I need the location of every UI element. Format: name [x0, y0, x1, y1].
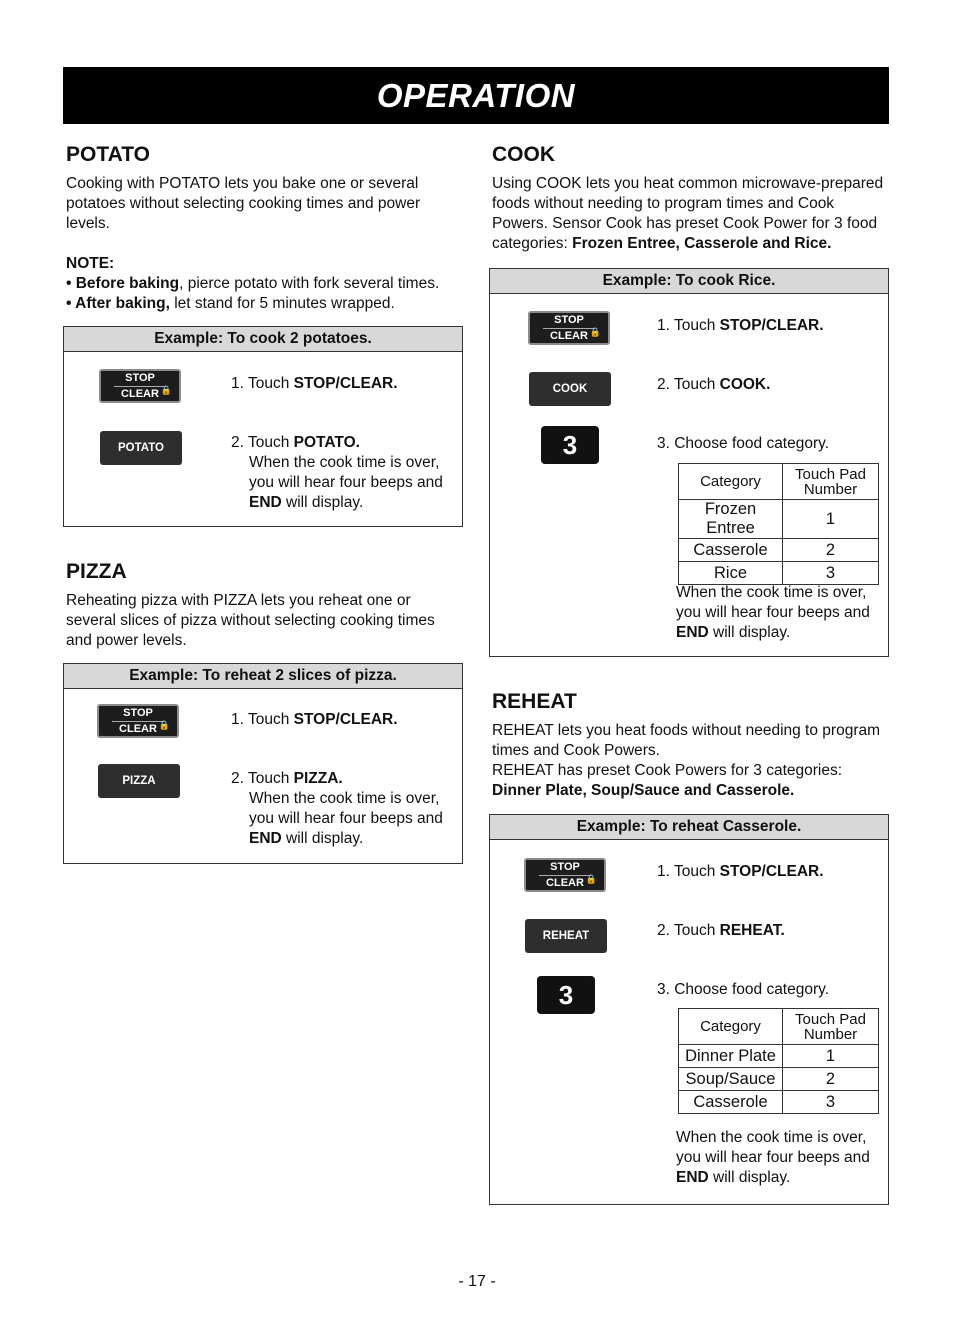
- potato-key[interactable]: POTATO: [100, 431, 182, 465]
- key-label-clear: CLEAR: [546, 876, 584, 889]
- table-row: Rice: [679, 562, 783, 585]
- lock-icon: 🔒: [589, 327, 601, 337]
- cook-key[interactable]: COOK: [529, 372, 611, 406]
- pizza-done: When the cook time is over, you will hear four beeps and END will display.: [249, 790, 443, 847]
- cook-done: When the cook time is over, you will hear four beeps and END will display.: [676, 584, 870, 641]
- key-label-stop: STOP: [125, 371, 155, 384]
- potato-example-box: [63, 326, 463, 527]
- table-row: Dinner Plate: [679, 1045, 783, 1068]
- pizza-step2: 2. Touch PIZZA. When the cook time is over, you will hear four beeps and END will display.: [231, 769, 461, 849]
- note1-bold: • Before baking: [66, 275, 180, 292]
- page-number: - 17 -: [458, 1273, 496, 1290]
- reheat-step1: 1. Touch STOP/CLEAR.: [657, 863, 824, 880]
- pizza-step1: 1. Touch STOP/CLEAR.: [231, 711, 398, 728]
- cook-step1: 1. Touch STOP/CLEAR.: [657, 317, 824, 334]
- col-touchpad: Touch Pad Number: [783, 1009, 879, 1045]
- pizza-example-box: [63, 663, 463, 864]
- reheat-category-table: [678, 1008, 879, 1114]
- reheat-step2: 2. Touch REHEAT.: [657, 922, 785, 939]
- key-label-clear: CLEAR: [550, 329, 588, 342]
- number-3-key[interactable]: 3: [537, 976, 595, 1014]
- reheat-key[interactable]: REHEAT: [525, 919, 607, 953]
- col-touchpad: Touch Pad Number: [783, 464, 879, 500]
- note2-text: let stand for 5 minutes wrapped.: [169, 295, 395, 312]
- page-title: OPERATION: [63, 67, 889, 124]
- lock-icon: 🔒: [160, 385, 172, 395]
- table-row: Frozen Entree: [679, 500, 783, 539]
- reheat-intro: REHEAT lets you heat foods without needing to program times and Cook Powers. REHEAT has preset Cook Powers for 3 categories: Dinner Plate, Soup/Sauce and Casserole.: [492, 722, 881, 799]
- pizza-heading: PIZZA: [66, 560, 127, 583]
- table-cell: 3: [783, 1091, 879, 1114]
- note1-text: , pierce potato with fork several times.: [179, 275, 440, 292]
- reheat-done: When the cook time is over, you will hear four beeps and END will display.: [676, 1129, 870, 1186]
- cook-intro: Using COOK lets you heat common microwave-prepared foods without needing to program times and Cook Powers. Sensor Cook has preset Cook Power for 3 food categories: Frozen Entree, Casserole and Rice.: [492, 175, 884, 252]
- table-row: Casserole: [679, 539, 783, 562]
- lock-icon: 🔒: [585, 874, 597, 884]
- cook-step3: 3. Choose food category.: [657, 435, 830, 452]
- potato-done: When the cook time is over, you will hear four beeps and END will display.: [249, 454, 443, 511]
- note2-bold: • After baking,: [66, 295, 170, 312]
- stop-clear-key[interactable]: [99, 369, 181, 403]
- lock-icon: 🔒: [158, 720, 170, 730]
- stop-clear-key[interactable]: [528, 311, 610, 345]
- pizza-intro: Reheating pizza with PIZZA lets you reheat one or several slices of pizza without selecting cooking times and power levels.: [66, 592, 435, 649]
- potato-step1: 1. Touch STOP/CLEAR.: [231, 375, 398, 392]
- pizza-key[interactable]: PIZZA: [98, 764, 180, 798]
- reheat-step3: 3. Choose food category.: [657, 981, 830, 998]
- key-label-clear: CLEAR: [119, 722, 157, 735]
- note-label: NOTE:: [66, 255, 115, 272]
- table-cell: 3: [783, 562, 879, 585]
- table-row: Soup/Sauce: [679, 1068, 783, 1091]
- table-cell: 2: [783, 539, 879, 562]
- table-cell: 1: [783, 500, 879, 539]
- reheat-heading: REHEAT: [492, 690, 577, 713]
- potato-example-header: Example: To cook 2 potatoes.: [64, 327, 462, 352]
- col-category: Category: [679, 464, 783, 500]
- potato-note: [66, 254, 463, 314]
- key-label-stop: STOP: [550, 860, 580, 873]
- cook-category-table: [678, 463, 879, 585]
- table-cell: 1: [783, 1045, 879, 1068]
- potato-heading: POTATO: [66, 143, 150, 166]
- left-column: [63, 143, 463, 864]
- right-column: [489, 143, 889, 1205]
- key-label-stop: STOP: [554, 313, 584, 326]
- col-category: Category: [679, 1009, 783, 1045]
- reheat-example-header: Example: To reheat Casserole.: [490, 815, 888, 840]
- potato-step2: 2. Touch POTATO. When the cook time is over, you will hear four beeps and END will display.: [231, 433, 461, 513]
- number-3-key[interactable]: 3: [541, 426, 599, 464]
- stop-clear-key[interactable]: [97, 704, 179, 738]
- cook-step2: 2. Touch COOK.: [657, 376, 771, 393]
- table-row: Casserole: [679, 1091, 783, 1114]
- stop-clear-key[interactable]: [524, 858, 606, 892]
- reheat-example-box: [489, 814, 889, 1205]
- cook-heading: COOK: [492, 143, 555, 166]
- cook-example-header: Example: To cook Rice.: [490, 269, 888, 294]
- potato-intro: Cooking with POTATO lets you bake one or several potatoes without selecting cooking times and power levels.: [66, 175, 421, 232]
- cook-example-box: [489, 268, 889, 657]
- key-label-clear: CLEAR: [121, 387, 159, 400]
- key-label-stop: STOP: [123, 706, 153, 719]
- pizza-example-header: Example: To reheat 2 slices of pizza.: [64, 664, 462, 689]
- table-cell: 2: [783, 1068, 879, 1091]
